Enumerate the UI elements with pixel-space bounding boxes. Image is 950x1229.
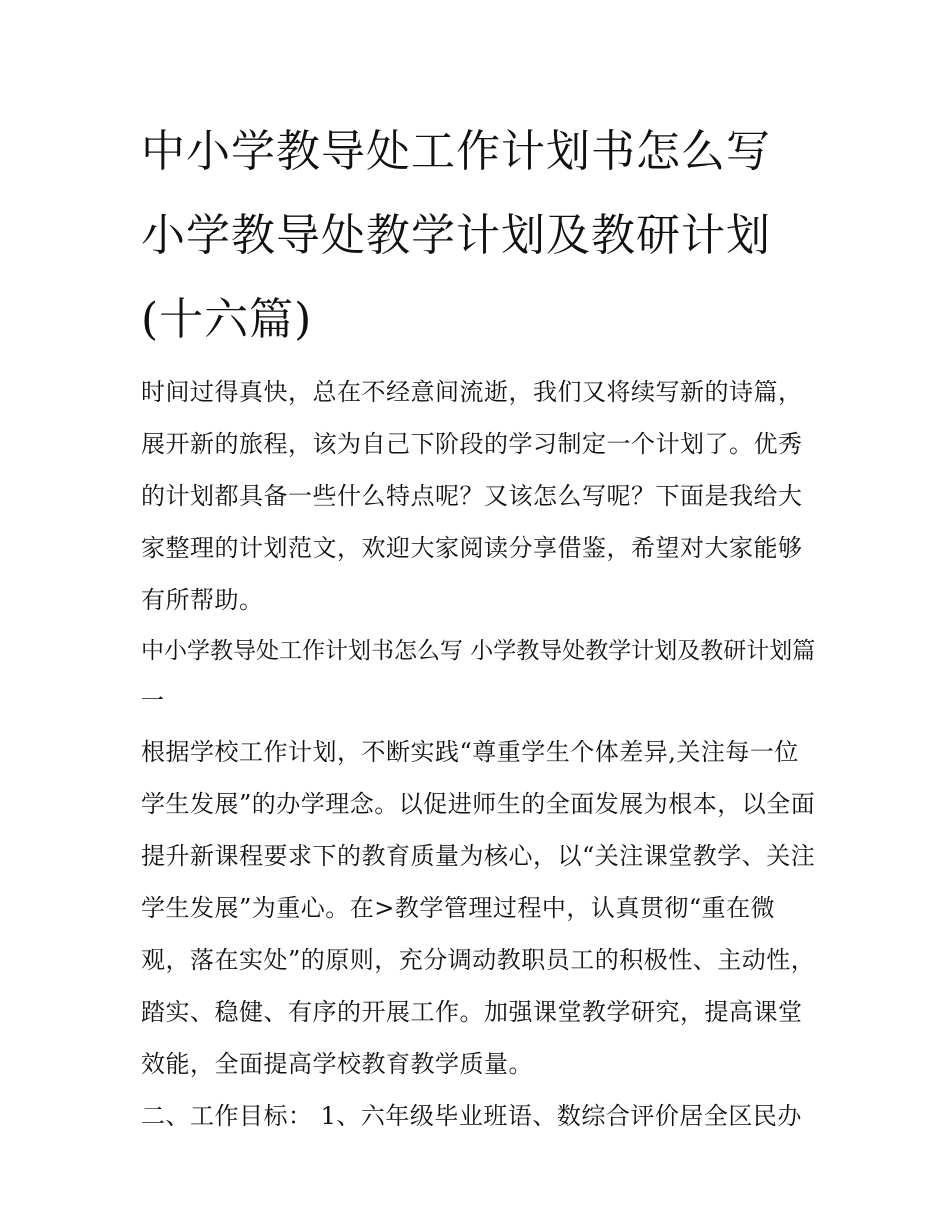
document-title: 中小学教导处工作计划书怎么写 小学教导处教学计划及教研计划(十六篇) <box>141 126 771 345</box>
intro-paragraph: 时间过得真快，总在不经意间流逝，我们又将续写新的诗篇，展开新的旅程，该为自己下阶段的学习制定一个计划了。优秀的计划都具备一些什么特点呢？又该怎么写呢？下面是我给大家整理的计划范文，欢迎大家阅读分享借鉴，希望对大家能够有所帮助。 <box>141 378 803 614</box>
goals-line: 二、工作目标： 1、六年级毕业班语、数综合评价居全区民办 <box>141 1102 802 1130</box>
section-heading: 中小学教导处工作计划书怎么写 小学教导处教学计划及教研计划篇一 <box>141 638 816 714</box>
body-paragraph: 根据学校工作计划，不断实践“尊重学生个体差异,关注每一位学生发展”的办学理念。以促进师生的全面发展为根本，以全面提升新课程要求下的教育质量为核心，以“关注课堂教学、关注学生发展”为重心。在>教学管理过程中，认真贯彻“重在微观，落在实处”的原则，充分调动教职员工的积极性、主动性，踏实、稳健、有序的开展工作。加强课堂教学研究，提高课堂效能，全面提高学校教育教学质量。 <box>141 738 816 1078</box>
document-page <box>141 110 821 1142</box>
